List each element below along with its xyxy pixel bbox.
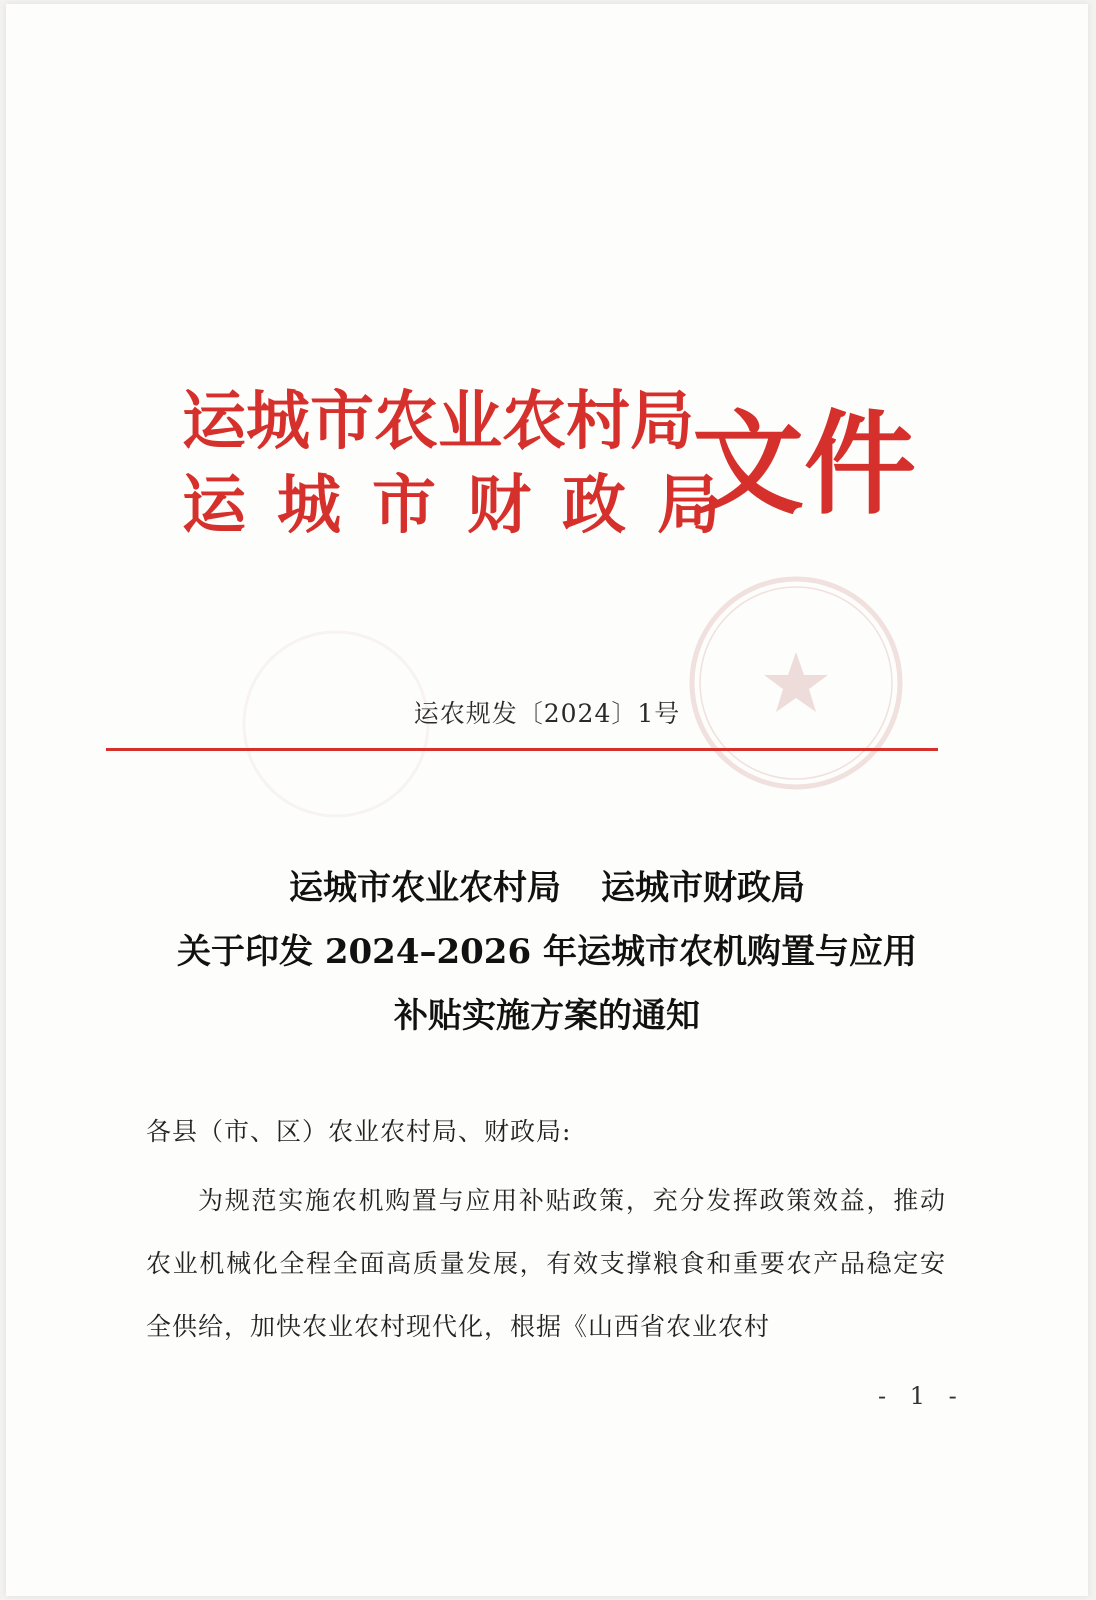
document-type: 文件 bbox=[692, 399, 916, 530]
title-line-1 bbox=[6, 856, 1088, 920]
addressee: 各县（市、区）农业农村局、财政局: bbox=[146, 1117, 572, 1146]
title-org-1: 运城市农业农村局 bbox=[289, 868, 561, 908]
title-line-3: 补贴实施方案的通知 bbox=[394, 996, 700, 1036]
title-org-2: 运城市财政局 bbox=[601, 868, 805, 908]
document-number: 运农规发〔2024〕1号 bbox=[413, 699, 681, 728]
page-number: - 1 - bbox=[878, 1382, 965, 1410]
official-seal bbox=[683, 570, 909, 796]
document-title bbox=[6, 856, 1088, 1048]
issuing-org-2: 运城市财政局 bbox=[182, 468, 752, 543]
document-header bbox=[182, 382, 916, 552]
title-line-2: 关于印发 2024–2026 年运城市农机购置与应用 bbox=[177, 932, 917, 972]
red-divider-line bbox=[106, 748, 938, 751]
issuing-org-1: 运城市农业农村局 bbox=[182, 384, 694, 459]
body-paragraph: 为规范实施农机购置与应用补贴政策，充分发挥政策效益，推动农业机械化全程全面高质量发展，有效支撑粮食和重要农产品稳定安全供给，加快农业农村现代化，根据《山西省农业农村 bbox=[146, 1186, 946, 1341]
document-page bbox=[6, 4, 1088, 1596]
